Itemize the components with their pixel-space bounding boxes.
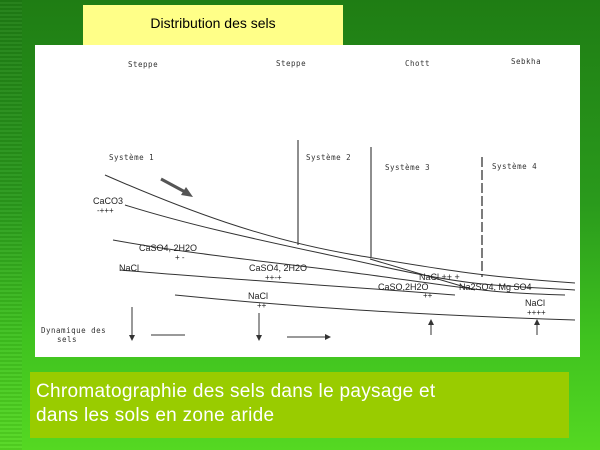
dynamics-label-line-2: sels [57, 335, 78, 344]
salt-gypsum-3-level: ++ [423, 291, 433, 300]
system-label-1: Système 1 [109, 153, 155, 162]
salt-gypsum-3: CaSO,2H2O [378, 282, 429, 292]
dynamics-arrow-3-head [325, 334, 331, 340]
dynamics-arrow-2-head [256, 335, 262, 341]
salt-gypsum-2-level: ++-+ [265, 273, 282, 282]
background-stripe [0, 0, 22, 450]
salt-nacl-4-level: ++++ [527, 308, 546, 317]
title-box [83, 5, 343, 45]
salt-gypsum-2: CaSO4, 2H2O [249, 263, 308, 273]
caption-line-1: Chromatographie des sels dans le paysage et [36, 381, 436, 402]
caption-box [30, 372, 569, 438]
flow-arrow-shaft [161, 179, 187, 193]
zone-label-chott: Chott [405, 59, 431, 68]
zone-label-steppe-2: Steppe [276, 59, 307, 68]
salt-caco3: CaCO3 [93, 196, 124, 206]
salt-gypsum-1: CaSO4, 2H2O [139, 243, 198, 253]
salt-gypsum-1-level: + - [175, 253, 185, 262]
slide-title: Distribution des sels [150, 15, 276, 31]
zone-label-sebkha: Sebkha [511, 57, 542, 66]
caption-line-2: dans les sols en zone aride [36, 405, 275, 426]
dynamics-arrow-1-head [129, 335, 135, 341]
system-label-3: Système 3 [385, 163, 431, 172]
surface-curve-5 [175, 295, 575, 320]
salt-na-mg-sulfates: Na2SO4, Mg SO4 [459, 282, 532, 292]
surface-curve-1 [105, 175, 575, 283]
salt-nacl-2: NaCl [248, 291, 269, 301]
salt-distribution-diagram [35, 45, 580, 357]
salt-caco3-level: -+++ [97, 206, 114, 215]
system-label-4: Système 4 [492, 162, 538, 171]
dynamics-arrow-5-head [534, 319, 540, 325]
zone-label-steppe-1: Steppe [128, 60, 159, 69]
salt-nacl-1: NaCl [119, 263, 140, 273]
dynamics-arrow-4-head [428, 319, 434, 325]
system-label-2: Système 2 [306, 153, 352, 162]
dynamics-label-line-1: Dynamique des [41, 326, 107, 335]
salt-nacl-2-level: ++ [257, 301, 267, 310]
salt-nacl-3: NaCl ++ + [419, 272, 460, 282]
salt-nacl-4: NaCl [525, 298, 546, 308]
